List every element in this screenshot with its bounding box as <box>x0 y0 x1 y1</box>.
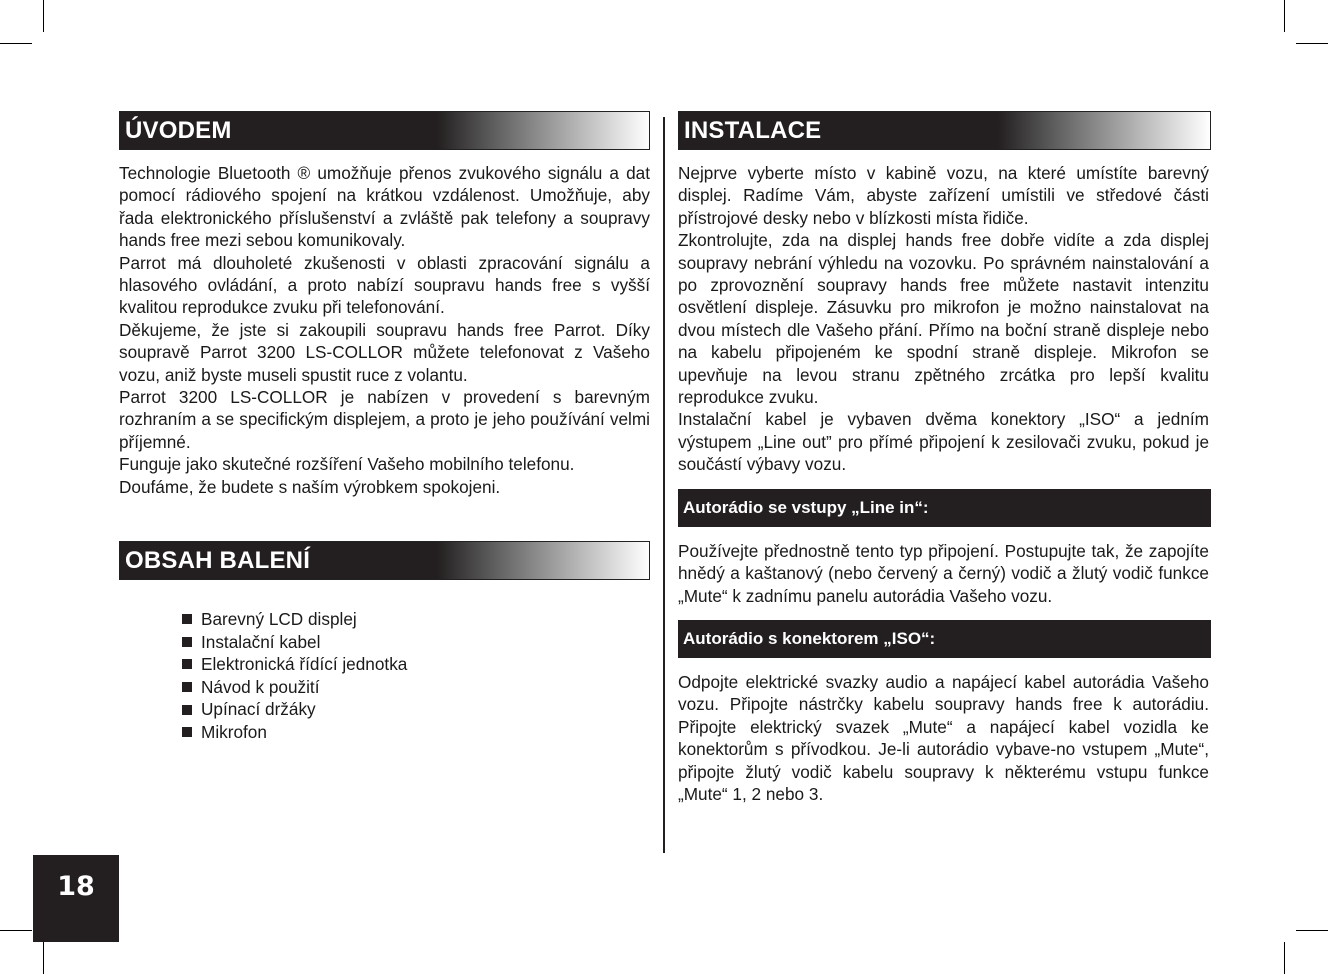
crop-mark <box>1296 43 1328 44</box>
page-number-tab <box>33 855 119 942</box>
list-item-label: Návod k použití <box>201 676 320 697</box>
intro-paragraph: Parrot 3200 LS-COLLOR je nabízen v provedení s barevným rozhraním a se specifickým displejem, a proto je jeho používání velmi příjemné. <box>119 387 650 452</box>
intro-paragraph: Funguje jako skutečné rozšíření Vašeho mobilního telefonu. <box>119 454 575 475</box>
intro-paragraph: Technologie Bluetooth ® umožňuje přenos zvukového signálu a dat pomocí rádiového spojení na krátkou vzdálenost. Umožňuje, aby řada elektronického příslušenství a zvláště pak telefony a soupravy hands free mezi sebou komunikovaly. <box>119 163 650 251</box>
line-in-paragraph: Používejte přednostně tento typ připojení. Postupujte tak, že zapojíte hnědý a kaštanový (nebo červený a černý) vodič a žlutý vodič funkce „Mute“ k zadnímu panelu autorádia Vašeho vozu. <box>678 540 1209 606</box>
list-item-label: Barevný LCD displej <box>201 609 357 629</box>
intro-heading-bar <box>119 111 650 150</box>
list-item <box>182 721 407 744</box>
crop-mark <box>0 930 32 931</box>
iso-paragraph: Odpojte elektrické svazky audio a napájecí kabel autorádia Vašeho vozu. Připojte nástrčky kabelu soupravy hands free k autorádiu. Připojte elektrický svazek „Mute“ a napájecí kabel vozidla ke konektorům s přívodkou. Je-li autorádio vybave-no vstupem „Mute“, připojte žlutý vodič kabelu soupravy k některému vstupu funkce „Mute“ 1, 2 nebo 3. <box>678 671 1209 804</box>
bullet-square-icon <box>182 705 192 715</box>
list-item-label: Upínací držáky <box>201 699 316 720</box>
bullet-square-icon <box>182 682 192 692</box>
crop-mark <box>1284 942 1285 974</box>
crop-mark <box>43 942 44 974</box>
list-item <box>182 676 407 699</box>
bullet-square-icon <box>182 614 192 624</box>
contents-heading-bar <box>119 541 650 580</box>
intro-heading: ÚVODEM <box>125 117 232 144</box>
crop-mark <box>1284 0 1285 32</box>
left-column <box>119 111 650 498</box>
list-item <box>182 631 407 654</box>
page-number: 18 <box>57 871 95 902</box>
column-divider <box>663 117 665 853</box>
list-item-label: Mikrofon <box>201 721 267 742</box>
crop-mark <box>43 0 44 32</box>
intro-paragraph: Děkujeme, že jste si zakoupili soupravu hands free Parrot. Díky soupravě Parrot 3200 LS-COLLOR můžete telefonovat z Vašeho vozu, aniž byste museli spustit ruce z volantu. <box>119 319 650 385</box>
install-paragraph: Nejprve vyberte místo v kabině vozu, na které umístíte barevný displej. Radíme Vám, abyste zařízení umístili ve středové části přístrojové desky nebo v blízkosti místa řidiče. <box>678 163 1209 228</box>
install-heading: INSTALACE <box>684 117 822 144</box>
contents-heading: OBSAH BALENÍ <box>125 547 311 574</box>
crop-mark <box>0 43 32 44</box>
intro-paragraph: Parrot má dlouholeté zkušenosti v oblasti zpracování signálu a hlasového ovládání, a proto nabízí soupravu hands free s vyšší kvalitou reprodukce zvuku při telefonování. <box>119 252 650 318</box>
list-item <box>182 698 407 721</box>
package-contents-list <box>182 608 407 744</box>
iso-heading: Autorádio s konektorem „ISO“: <box>678 620 1211 658</box>
crop-mark <box>1296 930 1328 931</box>
list-item <box>182 653 407 676</box>
bullet-square-icon <box>182 659 192 669</box>
list-item-label: Instalační kabel <box>201 631 321 652</box>
list-item-label: Elektronická řídící jednotka <box>201 654 408 675</box>
install-paragraph: Zkontrolujte, zda na displej hands free dobře vidíte a zda displej soupravy nebrání výhledu na vozovku. Po správném nainstalování a po zprovoznění soupravy hands free můžete nastavit intenzitu osvětlení displeje. Zásuvku pro mikrofon je možno nainstalovat na dvou místech dle Vašeho přání. Přímo na boční straně displeje nebo na kabelu připojeném ke spodní straně displeje. Mikrofon se upevňuje na levou stranu zpětného zrcátka pro lepší kvalitu reprodukce zvuku. <box>678 230 1209 408</box>
list-item <box>182 608 407 631</box>
intro-paragraph: Doufáme, že budete s naším výrobkem spokojeni. <box>119 476 501 497</box>
install-heading-bar <box>678 111 1211 150</box>
line-in-heading: Autorádio se vstupy „Line in“: <box>678 489 1211 527</box>
bullet-square-icon <box>182 727 192 737</box>
bullet-square-icon <box>182 637 192 647</box>
install-paragraph: Instalační kabel je vybaven dvěma konektory „ISO“ a jedním výstupem „Line out” pro přímé připojení k zesilovači zvuku, pokud je součástí výbavy vozu. <box>678 409 1209 475</box>
right-column <box>678 111 1209 805</box>
